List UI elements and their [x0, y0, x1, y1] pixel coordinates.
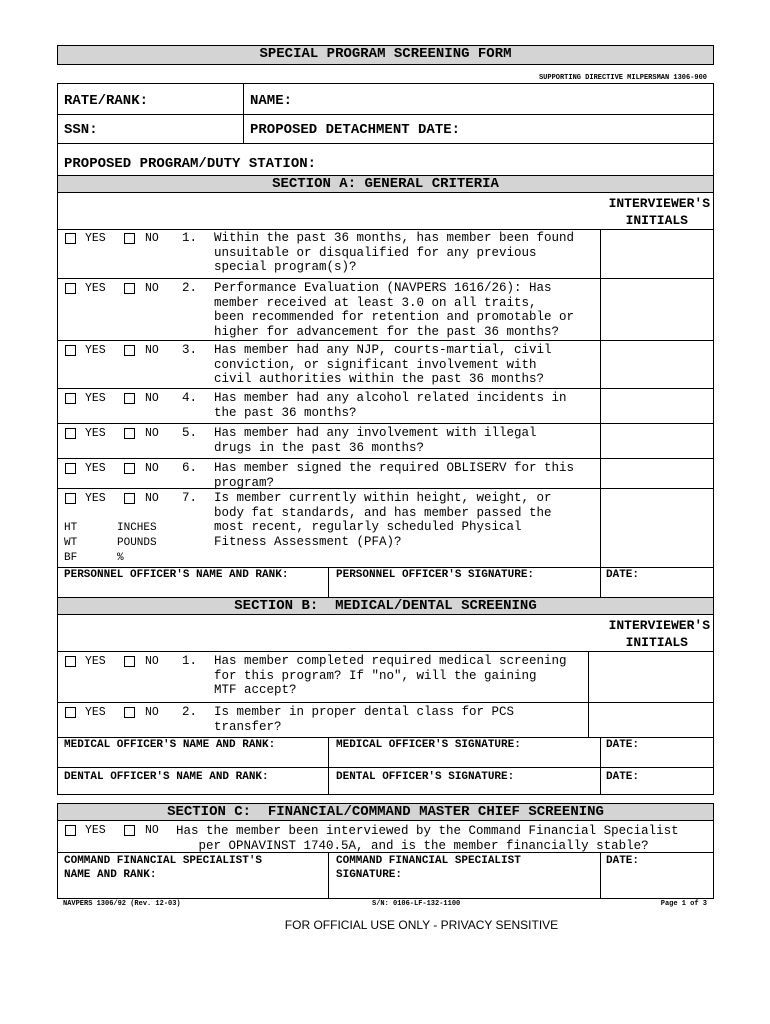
- medical-officer-name-rank[interactable]: MEDICAL OFFICER'S NAME AND RANK:: [64, 739, 276, 751]
- section-a-q7-no-checkbox[interactable]: [124, 493, 135, 504]
- section-b-title: SECTION B: MEDICAL/DENTAL SCREENING: [234, 598, 537, 614]
- height-label: HT: [64, 522, 78, 534]
- section-a-q3-number: 3.: [182, 343, 198, 357]
- interviewers-initials-label-a: INTERVIEWER'S INITIALS: [608, 196, 710, 228]
- section-a-q2-yes-checkbox[interactable]: [65, 283, 76, 294]
- section-a-q6-initials-cell[interactable]: [601, 458, 711, 478]
- section-a-q7-initials-cell[interactable]: [601, 488, 711, 508]
- section-a-title: SECTION A: GENERAL CRITERIA: [272, 176, 499, 192]
- section-a-q4-number: 4.: [182, 391, 198, 405]
- section-a-q5-number: 5.: [182, 426, 198, 440]
- section-a-q4-yes-label: YES: [85, 392, 106, 405]
- section-a-q1-initials-cell[interactable]: [601, 228, 711, 248]
- serial-number: S/N: 0106-LF-132-1100: [372, 900, 461, 908]
- section-b-q2-yes-checkbox[interactable]: [65, 707, 76, 718]
- section-a-q6-yes-checkbox[interactable]: [65, 463, 76, 474]
- personnel-officer-date[interactable]: DATE:: [606, 569, 640, 581]
- name-field[interactable]: NAME:: [250, 93, 293, 109]
- form-number: NAVPERS 1306/92 (Rev. 12-03): [63, 900, 181, 908]
- rate-rank-field[interactable]: RATE/RANK:: [64, 93, 149, 109]
- section-a-q1-yes-checkbox[interactable]: [65, 233, 76, 244]
- section-b-q1-no-checkbox[interactable]: [124, 656, 135, 667]
- section-b-q1-text: Has member completed required medical screening for this program? If "no", will the gaining MTF accept?: [214, 654, 567, 698]
- dental-officer-name-rank[interactable]: DENTAL OFFICER'S NAME AND RANK:: [64, 771, 269, 783]
- proposed-program-field[interactable]: PROPOSED PROGRAM/DUTY STATION:: [64, 156, 317, 172]
- section-a-q5-initials-cell[interactable]: [601, 423, 711, 443]
- section-a-q3-yes-checkbox[interactable]: [65, 345, 76, 356]
- personnel-officer-signature[interactable]: PERSONNEL OFFICER'S SIGNATURE:: [336, 569, 535, 581]
- section-a-q6-no-label: NO: [145, 462, 159, 475]
- section-a-q6-yes-label: YES: [85, 462, 106, 475]
- section-a-q4-no-label: NO: [145, 392, 159, 405]
- section-a-q1-number: 1.: [182, 231, 198, 245]
- section-a-q7-no-label: NO: [145, 492, 159, 505]
- section-a-q6-text: Has member signed the required OBLISERV for this program?: [214, 461, 575, 490]
- section-a-q2-number: 2.: [182, 281, 198, 295]
- section-a-q7-yes-checkbox[interactable]: [65, 493, 76, 504]
- cfs-signature[interactable]: COMMAND FINANCIAL SPECIALIST SIGNATURE:: [336, 855, 521, 881]
- section-a-q2-no-label: NO: [145, 282, 159, 295]
- medical-officer-date[interactable]: DATE:: [606, 739, 640, 751]
- section-b-q2-number: 2.: [182, 705, 198, 719]
- dental-officer-signature[interactable]: DENTAL OFFICER'S SIGNATURE:: [336, 771, 515, 783]
- section-b-q1-initials-cell[interactable]: [589, 651, 699, 671]
- section-a-q4-yes-checkbox[interactable]: [65, 393, 76, 404]
- section-a-q6-number: 6.: [182, 461, 198, 475]
- section-b-q2-text: Is member in proper dental class for PCS transfer?: [214, 705, 515, 734]
- privacy-notice: FOR OFFICIAL USE ONLY - PRIVACY SENSITIVE: [284, 918, 559, 932]
- section-a-q4-text: Has member had any alcohol related incidents in the past 36 months?: [214, 391, 567, 420]
- section-a-q1-text: Within the past 36 months, has member been found unsuitable or disqualified for any previous special program(s)?: [214, 231, 575, 275]
- section-b-q2-no-label: NO: [145, 706, 159, 719]
- body-fat-label: BF: [64, 552, 78, 564]
- section-a-q2-text: Performance Evaluation (NAVPERS 1616/26): Has member received at least 3.0 on all traits, been recommended for retention and promotable or higher for advancement for the past 36 months?: [214, 281, 575, 339]
- section-c-title: SECTION C: FINANCIAL/COMMAND MASTER CHIEF SCREENING: [167, 804, 604, 820]
- ssn-field[interactable]: SSN:: [64, 122, 98, 138]
- section-a-q4-no-checkbox[interactable]: [124, 393, 135, 404]
- proposed-detachment-date-field[interactable]: PROPOSED DETACHMENT DATE:: [250, 122, 461, 138]
- section-a-q3-initials-cell[interactable]: [601, 340, 711, 360]
- section-b-q1-yes-checkbox[interactable]: [65, 656, 76, 667]
- section-c-no-label: NO: [145, 824, 159, 837]
- section-a-q5-text: Has member had any involvement with illegal drugs in the past 36 months?: [214, 426, 537, 455]
- section-b-q1-number: 1.: [182, 654, 198, 668]
- section-a-q1-no-label: NO: [145, 232, 159, 245]
- cfs-date[interactable]: DATE:: [606, 855, 640, 867]
- section-a-q2-initials-cell[interactable]: [601, 278, 711, 298]
- section-a-q2-no-checkbox[interactable]: [124, 283, 135, 294]
- section-c-no-checkbox[interactable]: [124, 825, 135, 836]
- section-a-q1-yes-label: YES: [85, 232, 106, 245]
- section-b-q1-yes-label: YES: [85, 655, 106, 668]
- section-b-q2-yes-label: YES: [85, 706, 106, 719]
- section-b-q2-initials-cell[interactable]: [589, 702, 699, 722]
- percent-label: %: [117, 552, 124, 564]
- pounds-label: POUNDS: [117, 537, 157, 549]
- section-a-q3-no-checkbox[interactable]: [124, 345, 135, 356]
- section-a-q4-initials-cell[interactable]: [601, 388, 711, 408]
- personnel-officer-name-rank[interactable]: PERSONNEL OFFICER'S NAME AND RANK:: [64, 569, 289, 581]
- section-a-q1-no-checkbox[interactable]: [124, 233, 135, 244]
- section-a-q7-text: Is member currently within height, weight, or body fat standards, and has member passed the most recent, regularly scheduled Physical Fitness Assessment (PFA)?: [214, 491, 552, 549]
- dental-officer-date[interactable]: DATE:: [606, 771, 640, 783]
- section-a-q2-yes-label: YES: [85, 282, 106, 295]
- section-a-q7-number: 7.: [182, 491, 198, 505]
- section-a-q5-yes-label: YES: [85, 427, 106, 440]
- section-a-q3-no-label: NO: [145, 344, 159, 357]
- section-a-q3-text: Has member had any NJP, courts-martial, civil conviction, or significant involvement with civil authorities within the past 36 months?: [214, 343, 552, 387]
- section-c-yes-checkbox[interactable]: [65, 825, 76, 836]
- section-b-q1-no-label: NO: [145, 655, 159, 668]
- section-a-q6-no-checkbox[interactable]: [124, 463, 135, 474]
- inches-label: INCHES: [117, 522, 157, 534]
- section-a-q3-yes-label: YES: [85, 344, 106, 357]
- section-a-q7-yes-label: YES: [85, 492, 106, 505]
- cfs-name-rank[interactable]: COMMAND FINANCIAL SPECIALIST'S NAME AND RANK:: [64, 855, 263, 881]
- page-number: Page 1 of 3: [660, 900, 707, 908]
- form-title: SPECIAL PROGRAM SCREENING FORM: [259, 46, 512, 62]
- weight-label: WT: [64, 537, 78, 549]
- section-c-question: Has the member been interviewed by the Command Financial Specialist per OPNAVINST 1740.5A, and is the member financially stable?: [176, 824, 679, 853]
- section-b-q2-no-checkbox[interactable]: [124, 707, 135, 718]
- medical-officer-signature[interactable]: MEDICAL OFFICER'S SIGNATURE:: [336, 739, 521, 751]
- section-a-q5-yes-checkbox[interactable]: [65, 428, 76, 439]
- supporting-directive: SUPPORTING DIRECTIVE MILPERSMAN 1306-900: [538, 74, 707, 82]
- section-c-yes-label: YES: [85, 824, 106, 837]
- interviewers-initials-label-b: INTERVIEWER'S INITIALS: [608, 618, 710, 650]
- section-a-q5-no-label: NO: [145, 427, 159, 440]
- section-a-q5-no-checkbox[interactable]: [124, 428, 135, 439]
